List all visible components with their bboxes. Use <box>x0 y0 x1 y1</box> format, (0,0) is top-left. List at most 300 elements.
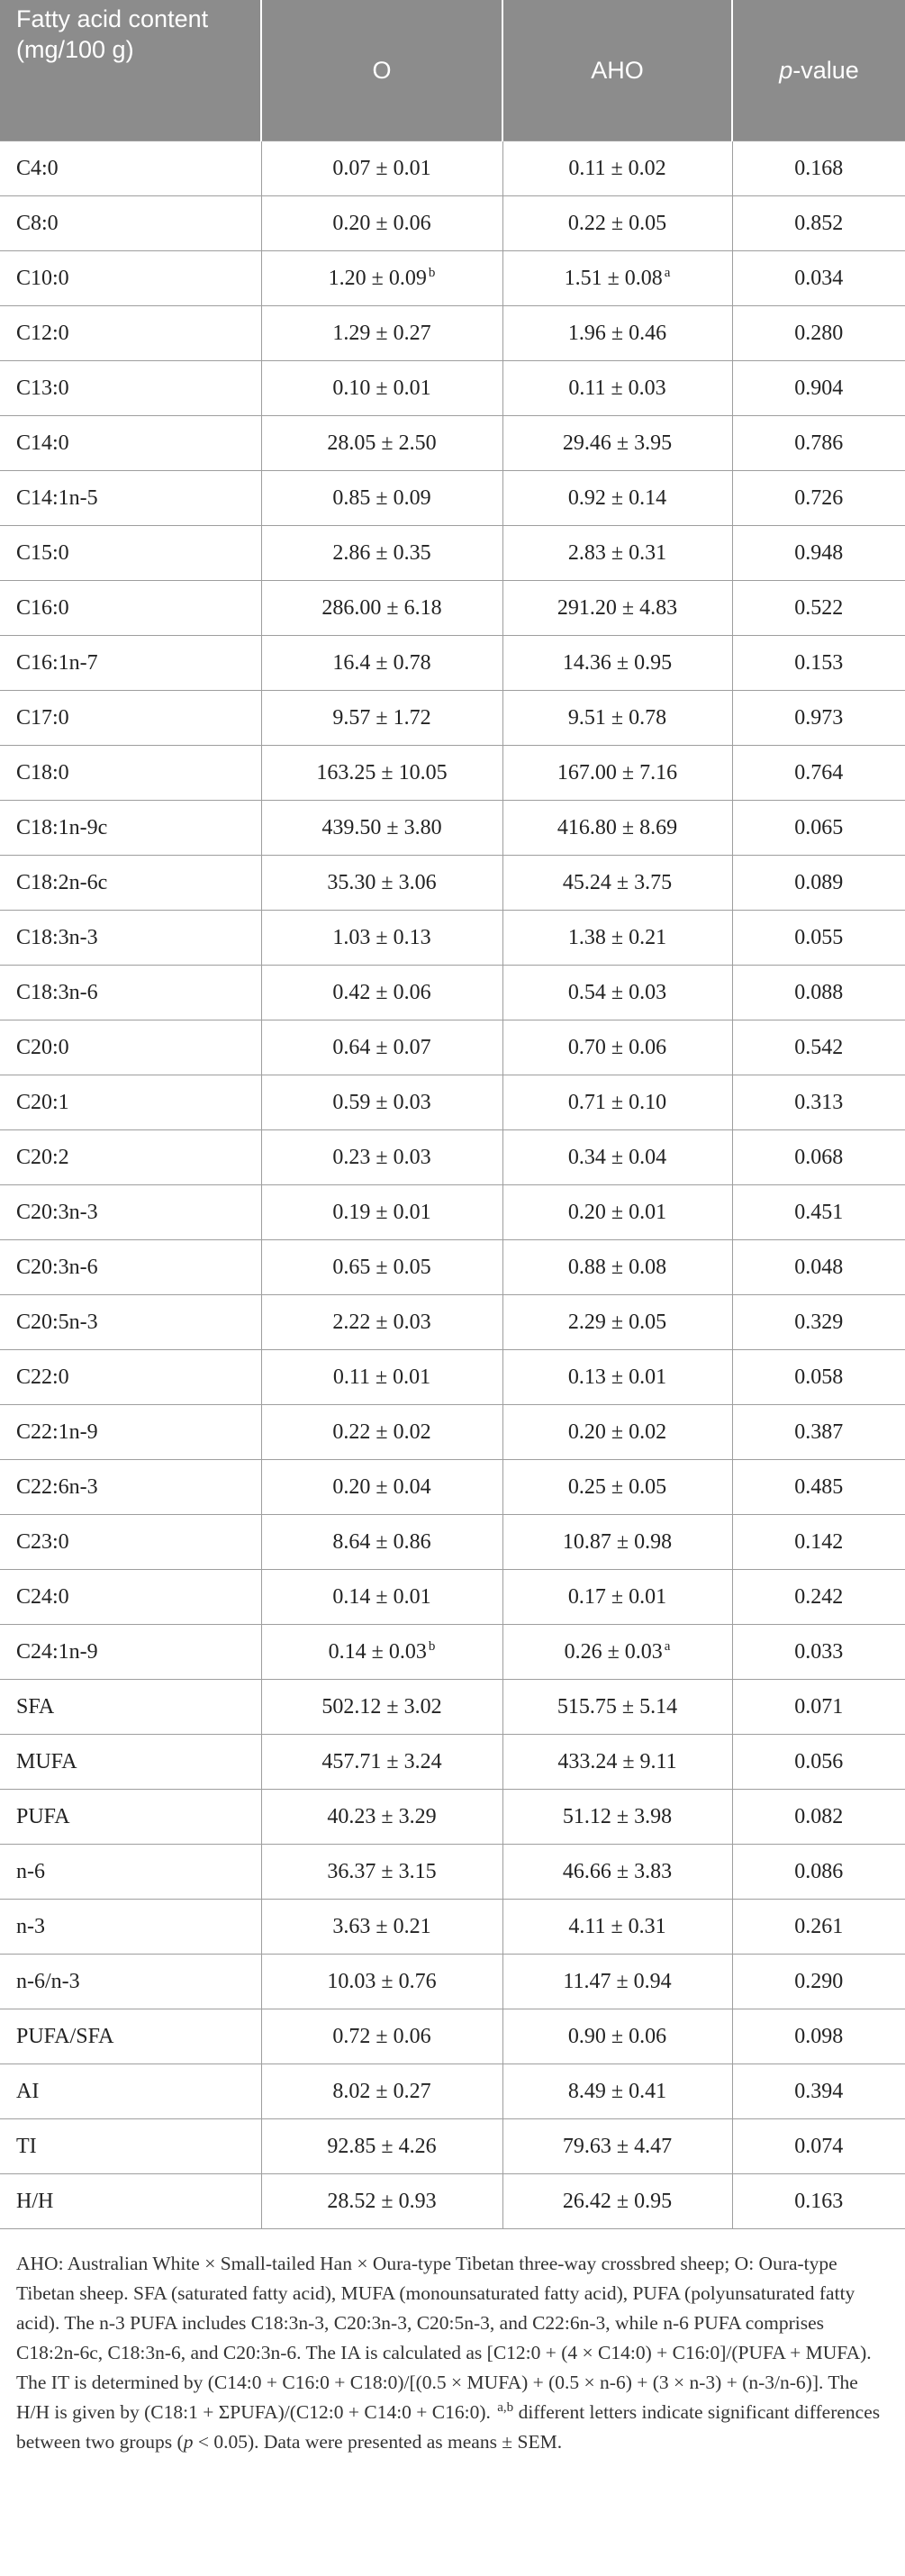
fatty-acid-cell <box>0 856 261 911</box>
aho-cell-value: 26.42 ± 0.95 <box>562 2189 673 2213</box>
p-value-cell <box>732 1625 905 1680</box>
aho-cell-value: 1.38 ± 0.21 <box>567 925 667 949</box>
o-cell-value: 0.10 ± 0.01 <box>332 376 431 400</box>
aho-cell <box>502 746 732 801</box>
fatty-acid-cell-value: C20:1 <box>16 1090 69 1114</box>
p-value-cell-value: 0.542 <box>794 1035 844 1059</box>
fatty-acid-cell <box>0 1570 261 1625</box>
fatty-acid-cell <box>0 416 261 471</box>
table-row <box>0 966 905 1020</box>
o-cell <box>261 361 502 416</box>
o-cell-superscript: b <box>428 1638 436 1654</box>
fatty-acid-cell-value: C23:0 <box>16 1529 69 1554</box>
o-cell-value: 0.22 ± 0.02 <box>332 1420 431 1444</box>
footnote-superscript: a,b <box>497 2399 514 2415</box>
p-value-cell-value: 0.055 <box>794 925 844 949</box>
aho-cell-value: 0.71 ± 0.10 <box>567 1090 667 1114</box>
fatty-acid-cell <box>0 801 261 856</box>
table-row <box>0 1900 905 1955</box>
aho-cell <box>502 911 732 966</box>
fatty-acid-cell-value: C17:0 <box>16 705 69 730</box>
table-row <box>0 2119 905 2174</box>
p-value-cell-value: 0.065 <box>794 815 844 839</box>
header-p-value <box>732 0 905 141</box>
p-value-cell <box>732 1295 905 1350</box>
table-row <box>0 471 905 526</box>
aho-cell-value: 51.12 ± 3.98 <box>562 1804 673 1828</box>
fatty-acid-cell-value: C22:1n-9 <box>16 1420 98 1444</box>
p-value-cell-value: 0.261 <box>794 1914 844 1938</box>
aho-cell <box>502 1075 732 1130</box>
o-cell-value: 3.63 ± 0.21 <box>332 1914 431 1938</box>
table-row <box>0 636 905 691</box>
table-row <box>0 416 905 471</box>
aho-cell <box>502 1680 732 1735</box>
p-value-cell-value: 0.163 <box>794 2189 844 2213</box>
aho-cell-value: 0.26 ± 0.03 <box>564 1639 663 1664</box>
o-cell <box>261 1240 502 1295</box>
aho-cell-value: 9.51 ± 0.78 <box>567 705 667 730</box>
p-value-cell <box>732 1240 905 1295</box>
p-value-cell <box>732 1405 905 1460</box>
p-value-cell-value: 0.764 <box>794 760 844 785</box>
fatty-acid-cell <box>0 1625 261 1680</box>
aho-cell-value: 11.47 ± 0.94 <box>563 1969 672 1993</box>
aho-cell-value: 0.34 ± 0.04 <box>567 1145 667 1169</box>
aho-cell <box>502 306 732 361</box>
o-cell <box>261 526 502 581</box>
aho-cell <box>502 691 732 746</box>
table-row <box>0 1240 905 1295</box>
p-value-cell <box>732 1020 905 1075</box>
o-cell <box>261 1460 502 1515</box>
fatty-acid-cell <box>0 1075 261 1130</box>
table-row <box>0 361 905 416</box>
fatty-acid-cell <box>0 361 261 416</box>
o-cell-value: 1.03 ± 0.13 <box>332 925 431 949</box>
o-cell <box>261 1075 502 1130</box>
aho-cell <box>502 1955 732 2009</box>
table-row <box>0 196 905 251</box>
fatty-acid-cell <box>0 2174 261 2229</box>
o-cell-value: 0.42 ± 0.06 <box>332 980 431 1004</box>
fatty-acid-cell-value: C24:1n-9 <box>16 1639 98 1664</box>
p-value-cell <box>732 1955 905 2009</box>
o-cell <box>261 1405 502 1460</box>
footnote-text-1: AHO: Australian White × Small-tailed Han × Oura-type Tibetan three-way crossbred sheep; O: Oura-type Tibetan sheep. SFA (saturated fatty acid), MUFA (monounsaturated fatty acid), PUFA (polyunsaturated fatty acid). The n-3 PUFA includes C18:3n-3, C20:3n-3, C20:5n-3, and C22:6n-3, while n-6 PUFA comprises C18:2n-6c, C18:3n-6, and C20:3n-6. The IA is calculated as [C12:0 + (4 × C14:0) + C16:0]/(PUFA + MUFA). The IT is determined by (C14:0 + C16:0 + C18:0)/[(0.5 × MUFA) + (0.5 × n-6) + (3 × n-3) + (n-3/n-6)]. The H/H is given by (C18:1 + ΣPUFA)/(C12:0 + C14:0 + C16:0). <box>16 2253 872 2423</box>
p-value-cell-value: 0.168 <box>794 156 844 180</box>
o-cell-value: 0.64 ± 0.07 <box>332 1035 431 1059</box>
aho-cell-value: 0.22 ± 0.05 <box>567 211 667 235</box>
fatty-acid-cell-value: n-6 <box>16 1859 45 1883</box>
fatty-acid-cell <box>0 306 261 361</box>
o-cell <box>261 1295 502 1350</box>
table-row <box>0 581 905 636</box>
o-cell <box>261 1845 502 1900</box>
p-value-cell-value: 0.086 <box>794 1859 844 1883</box>
fatty-acid-cell-value: C16:1n-7 <box>16 650 98 675</box>
p-value-cell <box>732 1900 905 1955</box>
p-value-cell <box>732 2174 905 2229</box>
aho-cell-value: 29.46 ± 3.95 <box>562 431 673 455</box>
p-value-cell <box>732 1460 905 1515</box>
p-value-cell <box>732 526 905 581</box>
p-value-cell-value: 0.033 <box>794 1639 844 1664</box>
aho-cell <box>502 526 732 581</box>
p-value-cell-value: 0.071 <box>794 1694 844 1719</box>
fatty-acid-cell-value: C18:0 <box>16 760 69 785</box>
o-cell-value: 10.03 ± 0.76 <box>327 1969 437 1993</box>
aho-cell-value: 291.20 ± 4.83 <box>557 595 678 620</box>
fatty-acid-cell-value: C12:0 <box>16 321 69 345</box>
o-cell-value: 8.64 ± 0.86 <box>332 1529 431 1554</box>
p-value-cell-value: 0.034 <box>794 266 844 290</box>
p-value-cell-value: 0.522 <box>794 595 844 620</box>
o-cell-value: 92.85 ± 4.26 <box>327 2134 437 2158</box>
table-footnote <box>0 2229 905 2457</box>
table-row <box>0 1680 905 1735</box>
o-cell <box>261 581 502 636</box>
o-cell-value: 8.02 ± 0.27 <box>332 2079 431 2103</box>
aho-cell <box>502 1790 732 1845</box>
aho-cell-value: 4.11 ± 0.31 <box>568 1914 666 1938</box>
aho-cell-value: 0.13 ± 0.01 <box>567 1365 667 1389</box>
p-value-cell <box>732 306 905 361</box>
fatty-acid-cell <box>0 251 261 306</box>
aho-cell-value: 0.54 ± 0.03 <box>567 980 667 1004</box>
fatty-acid-cell-value: H/H <box>16 2189 54 2213</box>
aho-cell-value: 0.11 ± 0.02 <box>568 156 666 180</box>
aho-cell-value: 0.25 ± 0.05 <box>567 1474 667 1499</box>
o-cell-value: 40.23 ± 3.29 <box>327 1804 437 1828</box>
aho-cell-value: 0.11 ± 0.03 <box>568 376 666 400</box>
aho-cell <box>502 2064 732 2119</box>
header-row <box>0 0 905 141</box>
o-cell-value: 0.19 ± 0.01 <box>332 1200 431 1224</box>
o-cell-value: 0.20 ± 0.06 <box>332 211 431 235</box>
o-cell-value: 0.11 ± 0.01 <box>332 1365 431 1389</box>
o-cell <box>261 196 502 251</box>
fatty-acid-cell-value: C22:6n-3 <box>16 1474 98 1499</box>
o-cell <box>261 801 502 856</box>
o-cell <box>261 2174 502 2229</box>
footnote-text-3: < 0.05). Data were presented as means ± SEM. <box>193 2431 563 2453</box>
aho-cell-value: 0.88 ± 0.08 <box>567 1255 667 1279</box>
aho-cell <box>502 1185 732 1240</box>
aho-cell-value: 416.80 ± 8.69 <box>557 815 678 839</box>
o-cell-value: 0.14 ± 0.03 <box>328 1639 427 1664</box>
p-value-cell <box>732 691 905 746</box>
table-header <box>0 0 905 141</box>
fatty-acid-cell-value: C20:3n-6 <box>16 1255 98 1279</box>
p-value-cell-value: 0.852 <box>794 211 844 235</box>
fatty-acid-cell <box>0 1955 261 2009</box>
p-value-cell <box>732 636 905 691</box>
fatty-acid-cell <box>0 471 261 526</box>
table-row <box>0 251 905 306</box>
fatty-acid-cell <box>0 2119 261 2174</box>
aho-cell-superscript: a <box>664 1638 671 1654</box>
o-cell <box>261 1350 502 1405</box>
p-value-cell-value: 0.280 <box>794 321 844 345</box>
table-row <box>0 1735 905 1790</box>
p-value-cell <box>732 1185 905 1240</box>
aho-cell <box>502 1295 732 1350</box>
aho-cell <box>502 1900 732 1955</box>
fatty-acid-cell-value: MUFA <box>16 1749 77 1773</box>
aho-cell-value: 167.00 ± 7.16 <box>557 760 678 785</box>
p-value-cell-value: 0.904 <box>794 376 844 400</box>
aho-cell <box>502 636 732 691</box>
o-cell-value: 36.37 ± 3.15 <box>327 1859 437 1883</box>
o-cell <box>261 2064 502 2119</box>
table-row <box>0 856 905 911</box>
table-row <box>0 1130 905 1185</box>
aho-cell-value: 515.75 ± 5.14 <box>557 1694 678 1719</box>
aho-cell-value: 0.17 ± 0.01 <box>567 1584 667 1609</box>
p-value-cell-value: 0.082 <box>794 1804 844 1828</box>
fatty-acid-cell-value: C14:1n-5 <box>16 485 98 510</box>
aho-cell <box>502 1020 732 1075</box>
table-row <box>0 2009 905 2064</box>
fatty-acid-cell-value: C4:0 <box>16 156 59 180</box>
fatty-acid-cell <box>0 1845 261 1900</box>
o-cell <box>261 1625 502 1680</box>
fatty-acid-cell-value: AI <box>16 2079 40 2103</box>
p-value-cell <box>732 2064 905 2119</box>
fatty-acid-cell-value: TI <box>16 2134 37 2158</box>
aho-cell-value: 79.63 ± 4.47 <box>562 2134 673 2158</box>
table-row <box>0 1845 905 1900</box>
o-cell-value: 286.00 ± 6.18 <box>321 595 442 620</box>
aho-cell-value: 10.87 ± 0.98 <box>562 1529 673 1554</box>
fatty-acid-cell <box>0 1130 261 1185</box>
fatty-acid-cell <box>0 1790 261 1845</box>
fatty-acid-cell-value: C22:0 <box>16 1365 69 1389</box>
fatty-acid-cell <box>0 526 261 581</box>
aho-cell <box>502 1130 732 1185</box>
table-row <box>0 1460 905 1515</box>
p-value-cell <box>732 141 905 196</box>
aho-cell-value: 2.83 ± 0.31 <box>567 540 667 565</box>
fatty-acid-cell-value: PUFA/SFA <box>16 2024 114 2048</box>
o-cell <box>261 636 502 691</box>
aho-cell <box>502 2174 732 2229</box>
aho-cell <box>502 1460 732 1515</box>
aho-cell <box>502 471 732 526</box>
aho-cell <box>502 1845 732 1900</box>
p-value-cell <box>732 1735 905 1790</box>
o-cell <box>261 251 502 306</box>
p-value-cell <box>732 581 905 636</box>
table-body <box>0 141 905 2229</box>
table-row <box>0 1295 905 1350</box>
table-row <box>0 691 905 746</box>
o-cell <box>261 966 502 1020</box>
aho-cell <box>502 1515 732 1570</box>
fatty-acid-cell-value: C13:0 <box>16 376 69 400</box>
p-value-cell <box>732 416 905 471</box>
o-cell <box>261 306 502 361</box>
o-cell <box>261 2119 502 2174</box>
table-row <box>0 141 905 196</box>
p-value-cell-value: 0.451 <box>794 1200 844 1224</box>
header-o: O <box>261 0 502 141</box>
fatty-acid-cell <box>0 1185 261 1240</box>
aho-cell-value: 0.20 ± 0.02 <box>567 1420 667 1444</box>
fatty-acid-cell <box>0 581 261 636</box>
fatty-acid-cell <box>0 141 261 196</box>
p-value-cell-value: 0.074 <box>794 2134 844 2158</box>
table-row <box>0 1570 905 1625</box>
header-p-rest: -value <box>792 57 859 84</box>
fatty-acid-cell <box>0 2064 261 2119</box>
o-cell <box>261 1570 502 1625</box>
fatty-acid-cell <box>0 1735 261 1790</box>
header-aho: AHO <box>502 0 732 141</box>
p-value-cell-value: 0.058 <box>794 1365 844 1389</box>
o-cell <box>261 1955 502 2009</box>
aho-cell-value: 0.92 ± 0.14 <box>567 485 667 510</box>
p-value-cell-value: 0.142 <box>794 1529 844 1554</box>
o-cell-value: 0.14 ± 0.01 <box>332 1584 431 1609</box>
fatty-acid-cell-value: n-3 <box>16 1914 45 1938</box>
o-cell <box>261 911 502 966</box>
aho-cell <box>502 856 732 911</box>
o-cell-value: 0.85 ± 0.09 <box>332 485 431 510</box>
p-value-cell <box>732 1350 905 1405</box>
p-value-cell-value: 0.726 <box>794 485 844 510</box>
o-cell-value: 16.4 ± 0.78 <box>332 650 431 675</box>
o-cell <box>261 471 502 526</box>
p-value-cell <box>732 801 905 856</box>
fatty-acid-cell-value: C20:5n-3 <box>16 1310 98 1334</box>
table-row <box>0 911 905 966</box>
o-cell-value: 28.52 ± 0.93 <box>327 2189 437 2213</box>
aho-cell <box>502 196 732 251</box>
o-cell-value: 0.07 ± 0.01 <box>332 156 431 180</box>
table-row <box>0 2064 905 2119</box>
aho-cell <box>502 1735 732 1790</box>
o-cell-value: 0.72 ± 0.06 <box>332 2024 431 2048</box>
o-cell <box>261 856 502 911</box>
o-cell-value: 0.59 ± 0.03 <box>332 1090 431 1114</box>
p-value-cell-value: 0.068 <box>794 1145 844 1169</box>
o-cell <box>261 1185 502 1240</box>
fatty-acid-cell-value: C14:0 <box>16 431 69 455</box>
o-cell-value: 502.12 ± 3.02 <box>321 1694 442 1719</box>
fatty-acid-cell <box>0 1405 261 1460</box>
o-cell-value: 0.20 ± 0.04 <box>332 1474 431 1499</box>
aho-cell-value: 2.29 ± 0.05 <box>567 1310 667 1334</box>
table-row <box>0 1350 905 1405</box>
p-value-cell <box>732 2119 905 2174</box>
p-value-cell <box>732 196 905 251</box>
table-row <box>0 746 905 801</box>
p-value-cell <box>732 251 905 306</box>
p-value-cell-value: 0.485 <box>794 1474 844 1499</box>
table-row <box>0 801 905 856</box>
p-value-cell-value: 0.088 <box>794 980 844 1004</box>
p-value-cell <box>732 966 905 1020</box>
fatty-acid-cell-value: SFA <box>16 1694 55 1719</box>
aho-cell <box>502 251 732 306</box>
o-cell <box>261 691 502 746</box>
header-p-italic: p <box>779 57 793 84</box>
o-cell-value: 439.50 ± 3.80 <box>321 815 442 839</box>
table-row <box>0 1955 905 2009</box>
o-cell <box>261 1130 502 1185</box>
fatty-acid-cell <box>0 636 261 691</box>
p-value-cell <box>732 1515 905 1570</box>
fatty-acid-cell-value: PUFA <box>16 1804 70 1828</box>
aho-cell-value: 46.66 ± 3.83 <box>562 1859 673 1883</box>
fatty-acid-cell <box>0 746 261 801</box>
o-cell <box>261 1020 502 1075</box>
fatty-acid-cell <box>0 691 261 746</box>
fatty-acid-cell-value: C18:3n-3 <box>16 925 98 949</box>
header-fatty-acid: Fatty acid content (mg/100 g) <box>0 0 261 141</box>
fatty-acid-cell-value: C20:3n-3 <box>16 1200 98 1224</box>
o-cell-value: 28.05 ± 2.50 <box>327 431 437 455</box>
o-cell-superscript: b <box>428 265 436 280</box>
footnote-text-2: different letters indicate significant differences between two groups ( <box>16 2401 881 2453</box>
footnote-p-italic: p <box>183 2431 194 2453</box>
o-cell <box>261 1790 502 1845</box>
fatty-acid-cell-value: C20:2 <box>16 1145 69 1169</box>
fatty-acid-cell-value: C20:0 <box>16 1035 69 1059</box>
aho-cell <box>502 581 732 636</box>
aho-cell <box>502 1350 732 1405</box>
fatty-acid-cell <box>0 966 261 1020</box>
table-row <box>0 1515 905 1570</box>
fatty-acid-cell <box>0 1680 261 1735</box>
fatty-acid-cell-value: C10:0 <box>16 266 69 290</box>
aho-cell <box>502 1625 732 1680</box>
table-row <box>0 1790 905 1845</box>
o-cell-value: 457.71 ± 3.24 <box>321 1749 442 1773</box>
p-value-cell-value: 0.153 <box>794 650 844 675</box>
fatty-acid-cell-value: C24:0 <box>16 1584 69 1609</box>
o-cell-value: 163.25 ± 10.05 <box>316 760 448 785</box>
p-value-cell-value: 0.098 <box>794 2024 844 2048</box>
p-value-cell <box>732 856 905 911</box>
o-cell-value: 35.30 ± 3.06 <box>327 870 437 894</box>
fatty-acid-cell-value: n-6/n-3 <box>16 1969 80 1993</box>
p-value-cell <box>732 1680 905 1735</box>
table-row <box>0 306 905 361</box>
fatty-acid-cell <box>0 1900 261 1955</box>
aho-cell-value: 1.96 ± 0.46 <box>567 321 667 345</box>
p-value-cell-value: 0.290 <box>794 1969 844 1993</box>
fatty-acid-cell-value: C18:3n-6 <box>16 980 98 1004</box>
table-row <box>0 1075 905 1130</box>
fatty-acid-cell <box>0 2009 261 2064</box>
p-value-cell <box>732 1790 905 1845</box>
o-cell-value: 0.65 ± 0.05 <box>332 1255 431 1279</box>
aho-cell <box>502 416 732 471</box>
aho-cell <box>502 1405 732 1460</box>
p-value-cell-value: 0.089 <box>794 870 844 894</box>
fatty-acid-cell <box>0 911 261 966</box>
aho-cell-value: 0.70 ± 0.06 <box>567 1035 667 1059</box>
o-cell-value: 2.22 ± 0.03 <box>332 1310 431 1334</box>
o-cell <box>261 2009 502 2064</box>
aho-cell-value: 8.49 ± 0.41 <box>567 2079 667 2103</box>
fatty-acid-cell-value: C8:0 <box>16 211 59 235</box>
p-value-cell-value: 0.786 <box>794 431 844 455</box>
p-value-cell-value: 0.973 <box>794 705 844 730</box>
